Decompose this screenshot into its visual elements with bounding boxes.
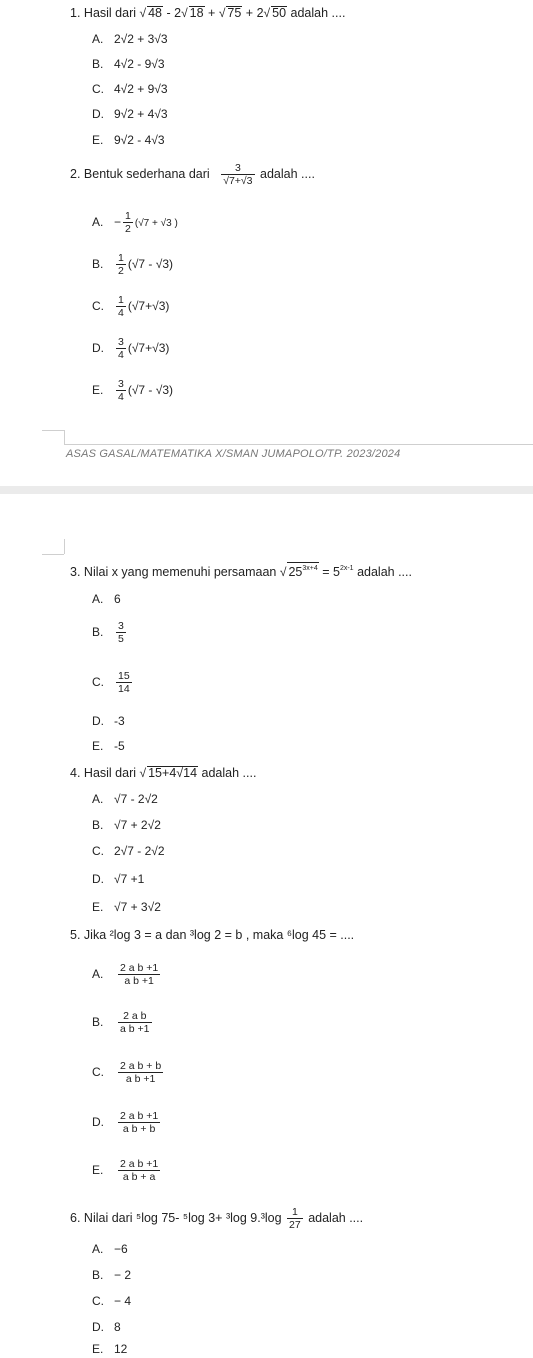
question-number: 1. <box>70 6 81 20</box>
q4-option-d[interactable]: D. √7 +1 <box>92 872 145 886</box>
question-suffix: adalah .... <box>290 6 346 20</box>
question-number: 4. <box>70 766 81 780</box>
question-stem: Hasil dari <box>83 766 137 780</box>
question-1 <box>70 6 345 20</box>
question-3 <box>70 562 412 579</box>
q6-option-b[interactable]: B. − 2 <box>92 1268 132 1282</box>
q4-option-c[interactable]: C. 2√7 - 2√2 <box>92 844 165 858</box>
question-stem: Nilai x yang memenuhi persamaan <box>83 565 277 579</box>
q6-option-a[interactable]: A. −6 <box>92 1242 128 1256</box>
footer-corner-mark <box>42 430 64 431</box>
q2-option-a[interactable]: A. − $\frac{1}{2}$ (√7 + √3 ) <box>92 210 178 236</box>
q1-option-d[interactable]: D. 9√2 + 4√3 <box>92 107 168 121</box>
q4-option-e[interactable]: E. √7 + 3√2 <box>92 900 161 914</box>
q6-option-c[interactable]: C. − 4 <box>92 1294 132 1308</box>
question-stem: Hasil dari <box>83 6 137 20</box>
q4-option-a[interactable]: A. √7 - 2√2 <box>92 792 158 806</box>
q3-option-e[interactable]: E. -5 <box>92 739 125 753</box>
q4-option-b[interactable]: B. √7 + 2√2 <box>92 818 161 832</box>
q3-option-b[interactable]: B. $\frac{3}{5}$ <box>92 620 124 646</box>
q3-option-d[interactable]: D. -3 <box>92 714 125 728</box>
q3-option-a[interactable]: A. 6 <box>92 592 121 606</box>
q5-option-b[interactable]: B. $\frac{\text{2 a b}}{\text{a b +1}}$ <box>92 1010 150 1036</box>
question-suffix: adalah .... <box>201 766 257 780</box>
q2-option-c[interactable]: C. $\frac{1}{4}$ (√7+√3) <box>92 294 170 320</box>
question-6 <box>70 1204 363 1232</box>
q5-option-c[interactable]: C. $\frac{\text{2 a b + b}}{\text{a b +1}}$ <box>92 1060 162 1086</box>
question-suffix: adalah .... <box>308 1211 364 1225</box>
q2-option-d[interactable]: D. $\frac{3}{4}$ (√7+√3) <box>92 336 170 362</box>
q6-option-d[interactable]: D. 8 <box>92 1320 121 1334</box>
q2-option-e[interactable]: E. $\frac{3}{4}$ (√7 - √3) <box>92 378 174 404</box>
page-1 <box>0 0 533 486</box>
footer-rule <box>64 444 533 445</box>
q2-option-b[interactable]: B. $\frac{1}{2}$ (√7 - √3) <box>92 252 174 278</box>
question-stem: Jika ²log 3 = a dan ³log 2 = b , maka ⁶log 45 = .... <box>83 928 355 942</box>
footer-corner-mark-v <box>64 430 65 444</box>
question-stem: Bentuk sederhana dari <box>83 167 210 181</box>
question-suffix: adalah .... <box>260 167 315 181</box>
q1-option-e[interactable]: E. 9√2 - 4√3 <box>92 133 165 147</box>
header-corner-mark <box>42 554 64 555</box>
q1-option-a[interactable]: A. 2√2 + 3√3 <box>92 32 168 46</box>
q3-option-c[interactable]: C. $\frac{15}{14}$ <box>92 670 130 696</box>
question-stem: Nilai dari ⁵log 75- ⁵log 3+ ³log 9.³log <box>83 1211 282 1225</box>
question-number: 2. <box>70 167 81 181</box>
question-number: 3. <box>70 565 81 579</box>
q1-expression: √ 48 - 2√ 18 + √ 75 + 2√ 50 <box>139 6 287 20</box>
question-number: 5. <box>70 928 81 942</box>
question-suffix: adalah .... <box>357 565 412 579</box>
q5-option-e[interactable]: E. $\frac{\text{2 a b +1}}{\text{a b + a}}$ <box>92 1158 159 1184</box>
header-corner-mark-v <box>64 539 65 554</box>
page-separator <box>0 486 533 494</box>
page-footer: ASAS GASAL/MATEMATIKA X/SMAN JUMAPOLO/TP. 2023/2024 <box>66 448 401 460</box>
question-4 <box>70 766 256 780</box>
q1-option-b[interactable]: B. 4√2 - 9√3 <box>92 57 165 71</box>
question-5 <box>70 928 354 942</box>
q4-expression: √ 15+4√14 <box>139 766 198 780</box>
q2-fraction: $\frac{3}{√7+√3}$ <box>223 162 253 188</box>
q6-fraction: $\frac{1}{27}$ <box>289 1206 301 1232</box>
page-2 <box>0 494 533 1358</box>
question-number: 6. <box>70 1211 81 1225</box>
q5-option-a[interactable]: A. $\frac{\text{2 a b +1}}{\text{a b +1}}$ <box>92 962 159 988</box>
q3-equation: √ $25^{3x+4} = 5^{2x-1}$ <box>280 565 354 579</box>
q1-option-c[interactable]: C. 4√2 + 9√3 <box>92 82 168 96</box>
q5-option-d[interactable]: D. $\frac{\text{2 a b +1}}{\text{a b + b}}$ <box>92 1110 159 1136</box>
q6-option-e[interactable]: E. 12 <box>92 1342 128 1356</box>
question-2 <box>70 160 315 188</box>
